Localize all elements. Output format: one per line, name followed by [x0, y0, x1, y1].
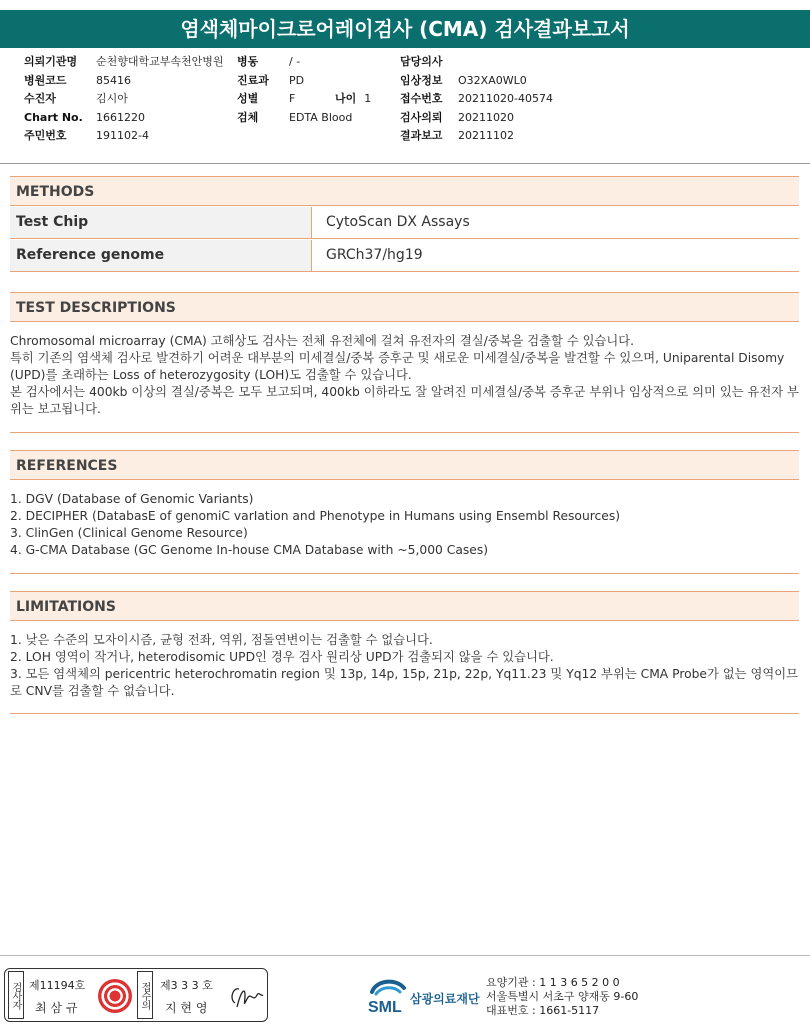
address-line: 서울특별시 서초구 양재동 9-60: [486, 990, 639, 1003]
references-heading: REFERENCES: [10, 450, 799, 480]
info-value: 순천향대학교부속천안병원: [96, 55, 224, 68]
info-label: 검사의뢰: [400, 110, 443, 124]
approver-label: 접수의: [137, 971, 153, 1019]
methods-key: Test Chip: [10, 207, 312, 238]
info-value: O32XA0WL0: [458, 73, 527, 87]
info-label: 검체: [237, 110, 259, 124]
info-label: 결과보고: [400, 129, 443, 142]
organization-address: [486, 976, 638, 1018]
references-list: [10, 491, 800, 559]
info-value: 191102-4: [96, 129, 149, 142]
reference-item: 2. DECIPHER (DatabasE of genomiC varIation and Phenotype in Humans using Ensembl Resources): [10, 509, 621, 523]
tester-license-no: 제11194호: [29, 979, 86, 992]
info-value: PD: [289, 73, 305, 87]
limitation-item: 3. 모든 염색체의 pericentric heterochromatin region 및 13p, 14p, 15p, 21p, 22p, Yq11.23 및 Yq12 부위는 CMA Probe가 없는 영역이므로 CNV를 검출할 수 없습니다.: [10, 667, 798, 698]
header-divider: [0, 163, 810, 164]
tester-label: 검사자: [8, 971, 24, 1019]
info-column-1: [24, 53, 224, 146]
limitation-item: 2. LOH 영역이 작거나, heterodisomic UPD인 경우 검사 원리상 UPD가 검출되지 않을 수 있습니다.: [10, 650, 554, 664]
info-value: 20211102: [458, 129, 514, 142]
limitation-item: 1. 낮은 수준의 모자이시즘, 균형 전좌, 역위, 점돌연변이는 검출할 수 없습니다.: [10, 633, 433, 647]
section-rule: [10, 432, 799, 433]
info-label: 수진자: [24, 92, 56, 105]
test-descriptions-body: [10, 333, 800, 418]
address-line: 대표번호 : 1661-5117: [486, 1004, 600, 1017]
info-label: Chart No.: [24, 110, 83, 124]
info-label: 병동: [237, 55, 259, 68]
info-value: 1661220: [96, 110, 145, 124]
info-value: 85416: [96, 73, 131, 87]
description-line: 본 검사에서는 400kb 이상의 결실/중복은 모두 보고되며, 400kb 이하라도 잘 알려진 미세결실/중복 증후군 부위나 임상적으로 의미 있는 유전자 부위는 보고됩니다.: [10, 385, 799, 416]
info-value: 20211020-40574: [458, 92, 553, 105]
signature-icon: [227, 981, 267, 1013]
methods-row-reference-genome: [10, 240, 799, 272]
age-label: 나이: [335, 92, 357, 105]
footer-divider: [0, 955, 810, 956]
info-label: 주민번호: [24, 129, 67, 142]
methods-value: CytoScan DX Assays: [326, 214, 470, 230]
limitations-list: [10, 632, 800, 700]
methods-key: Reference genome: [10, 240, 312, 271]
sml-brand-text: SML: [368, 999, 402, 1016]
section-rule: [10, 573, 799, 574]
info-value: F: [289, 92, 296, 105]
tester-name: 최 삼 규: [35, 1001, 78, 1015]
info-column-2: [237, 53, 371, 127]
limitations-heading: LIMITATIONS: [10, 591, 799, 621]
info-label: 의뢰기관명: [24, 55, 78, 68]
report-title: 염색체마이크로어레이검사 (CMA) 검사결과보고서: [0, 10, 810, 48]
methods-heading: METHODS: [10, 176, 799, 206]
info-label: 병원코드: [24, 73, 67, 87]
description-line: 특히 기존의 염색체 검사로 발견하기 어려운 대부분의 미세결실/중복 증후군 및 새로운 미세결실/중복을 발견할 수 있으며, Uniparental Disomy (UPD)를 초래하는 Loss of heterozygosity (LOH)도 검출할 수 있습니다.: [10, 351, 785, 382]
age-value: 1: [364, 92, 372, 105]
signature-box: [4, 968, 268, 1022]
methods-row-test-chip: [10, 207, 799, 239]
info-label: 성별: [237, 92, 259, 105]
info-label: 진료과: [237, 73, 269, 87]
approver-license-no: 제3 3 3 호: [160, 979, 213, 992]
methods-value: GRCh37/hg19: [326, 247, 423, 263]
reference-item: 4. G-CMA Database (GC Genome In-house CMA Database with ~5,000 Cases): [10, 543, 489, 557]
test-descriptions-heading: TEST DESCRIPTIONS: [10, 292, 799, 322]
info-value: 김시아: [96, 92, 128, 105]
reference-item: 3. ClinGen (Clinical Genome Resource): [10, 526, 248, 540]
info-label: 담당의사: [400, 55, 443, 68]
address-line: 요양기관 : 1 1 3 6 5 2 0 0: [486, 976, 620, 989]
info-value: / -: [289, 55, 301, 68]
description-line: Chromosomal microarray (CMA) 고해상도 검사는 전체 유전체에 걸쳐 유전자의 결실/중복을 검출할 수 있습니다.: [10, 334, 635, 348]
info-label: 임상정보: [400, 73, 443, 87]
reference-item: 1. DGV (Database of Genomic Variants): [10, 492, 254, 506]
sml-logo-icon: [366, 976, 410, 1016]
approver-name: 지 현 영: [165, 1001, 208, 1015]
info-label: 접수번호: [400, 92, 443, 105]
info-column-3: [400, 53, 553, 146]
info-value: 20211020: [458, 110, 514, 124]
organization-name: 삼광의료재단: [410, 992, 480, 1006]
official-seal-icon: [98, 979, 132, 1013]
info-value: EDTA Blood: [289, 110, 353, 124]
section-rule: [10, 713, 799, 714]
